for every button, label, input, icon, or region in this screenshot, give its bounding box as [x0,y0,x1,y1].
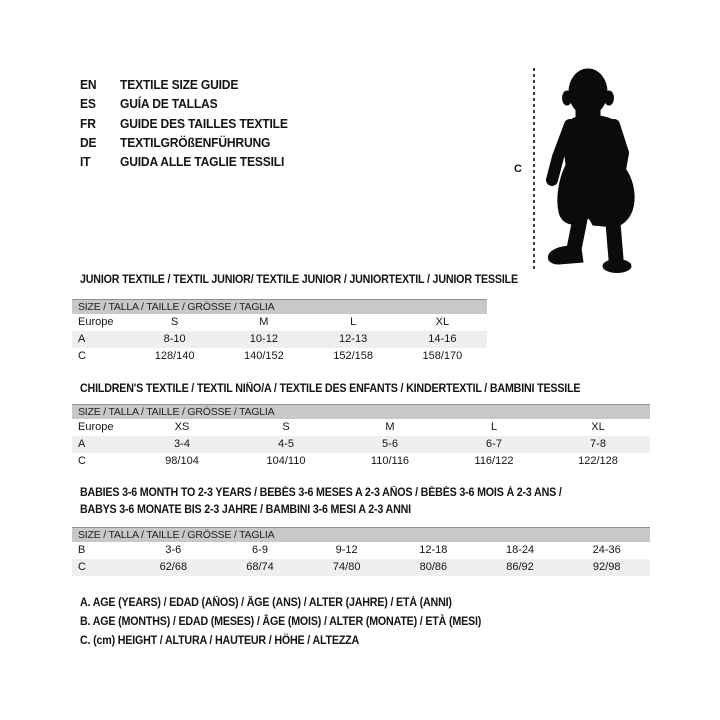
height-cell: 158/170 [422,350,463,362]
footnote-age-years: A. AGE (YEARS) / EDAD (AÑOS) / ÂGE (ANS) / ALTER (JAHRE) / ETÀ (ANNI) [80,597,452,609]
row-label: Europe [78,421,114,433]
size-cell: S [282,421,290,433]
age-cell: 6-7 [486,438,502,450]
language-row-fr [80,114,288,133]
language-code: ES [80,96,96,112]
height-measure-line [533,68,535,270]
age-cell: 7-8 [590,438,606,450]
size-cell: M [385,421,395,433]
age-cell: 24-36 [592,544,621,556]
height-cell: 152/158 [333,350,373,362]
height-cell: 74/80 [332,561,361,573]
children-size-table [72,404,650,470]
section-title-babies [80,485,562,519]
age-cell: 6-9 [252,544,268,556]
height-cell: 104/110 [266,455,306,467]
table-size-header: SIZE / TALLA / TAILLE / GRÖSSE / TAGLIA [72,527,650,542]
language-label: GUÍA DE TALLAS [119,96,218,112]
table-row-months [72,542,650,559]
language-label: TEXTILGRÖßENFÜHRUNG [119,134,271,150]
size-cell: XS [174,421,190,433]
age-cell: 12-18 [419,544,448,556]
size-cell: XL [591,421,605,433]
footnote-age-months: B. AGE (MONTHS) / EDAD (MESES) / ÂGE (MOIS) / ALTER (MONATE) / ETÀ (MESI) [80,616,482,628]
language-code: FR [80,115,96,131]
language-row-de [80,133,288,152]
language-row-it [80,152,288,171]
baby-silhouette-icon [543,63,653,275]
age-cell: 10-12 [249,333,278,345]
height-cell: 110/116 [370,455,410,467]
language-code: EN [80,77,97,92]
height-cell: 86/92 [506,561,534,573]
language-code: DE [80,134,97,150]
age-cell: 8-10 [163,333,186,345]
section-title-babies-line1: BABIES 3-6 MONTH TO 2-3 YEARS / BEBÉS 3-6 MESES A 2-3 AÑOS / BÉBÉS 3-6 MOIS À 2-3 ANS / [80,487,562,499]
age-cell: 5-6 [382,438,398,450]
section-title-junior: JUNIOR TEXTILE / TEXTIL JUNIOR/ TEXTILE JUNIOR / JUNIORTEXTIL / JUNIOR TESSILE [80,274,518,286]
language-code: IT [80,154,91,170]
height-cell: 128/140 [154,350,195,362]
height-cell: 62/68 [159,561,188,573]
height-cell: 116/122 [474,455,514,467]
footnote-height: C. (cm) HEIGHT / ALTURA / HAUTEUR / HÖHE / ALTEZZA [80,635,360,647]
row-label: C [78,455,86,467]
age-cell: 4-5 [278,438,294,450]
table-size-header: SIZE / TALLA / TAILLE / GRÖSSE / TAGLIA [72,299,487,314]
age-cell: 14-16 [428,333,457,345]
language-label: TEXTILE SIZE GUIDE [119,77,239,92]
size-cell: M [259,316,269,328]
size-cell: L [350,316,357,328]
age-cell: 3-4 [174,438,190,450]
height-cell: 92/98 [592,561,621,573]
language-list [80,75,288,171]
age-cell: 18-24 [505,544,535,556]
row-label: B [78,544,86,556]
age-cell: 9-12 [335,544,358,556]
table-size-header: SIZE / TALLA / TAILLE / GRÖSSE / TAGLIA [72,404,650,419]
table-row-europe [72,314,487,331]
table-row-height [72,348,487,365]
table-row-age [72,331,487,348]
age-cell: 12-13 [339,333,368,345]
height-measure-label: C [514,163,522,175]
table-row-europe [72,419,650,436]
height-cell: 68/74 [246,561,274,573]
height-cell: 80/86 [419,561,448,573]
table-row-age [72,436,650,453]
babies-size-table [72,527,650,576]
row-label: C [78,561,86,573]
table-row-height [72,559,650,576]
size-cell: XL [435,316,450,328]
row-label: Europe [78,316,114,328]
height-cell: 140/152 [243,350,284,362]
language-row-es [80,94,288,113]
table-row-height [72,453,650,470]
language-label: GUIDE DES TAILLES TEXTILE [119,115,288,131]
size-cell: L [490,421,498,433]
language-row-en [80,75,288,94]
section-title-babies-line2: BABYS 3-6 MONATE BIS 2-3 JAHRE / BAMBINI 3-6 MESI A 2-3 ANNI [80,504,411,516]
age-cell: 3-6 [165,544,182,556]
section-title-children: CHILDREN'S TEXTILE / TEXTIL NIÑO/A / TEXTILE DES ENFANTS / KINDERTEXTIL / BAMBINI TESSILE [80,383,581,395]
row-label: A [78,333,86,345]
footnotes [80,594,481,651]
height-cell: 122/128 [578,455,618,467]
height-cell: 98/104 [165,455,199,467]
junior-size-table [72,299,487,365]
row-label: A [78,438,86,450]
row-label: C [78,350,86,362]
size-cell: S [170,316,179,328]
language-label: GUIDA ALLE TAGLIE TESSILI [119,154,285,170]
